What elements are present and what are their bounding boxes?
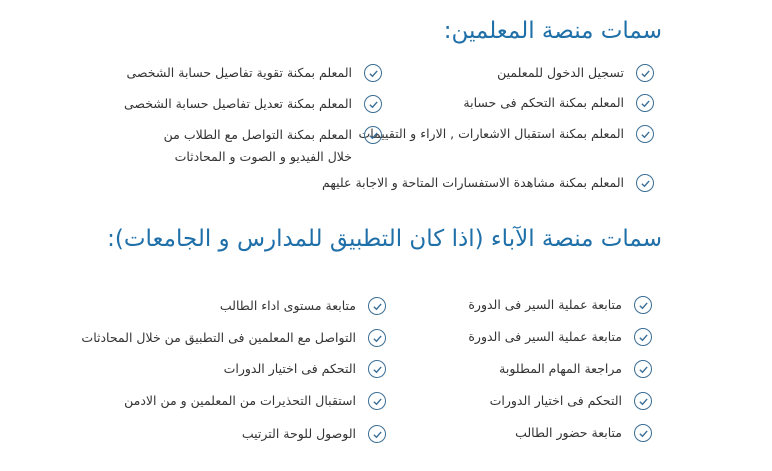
list-item-label: استقبال التحذيرات من المعلمين و من الادمن [124, 393, 356, 408]
check-circle-icon [634, 392, 652, 410]
list-item-label: المعلم بمكنة تعديل تفاصيل حسابة الشخصى [123, 96, 352, 111]
list-item [127, 62, 382, 84]
check-circle-icon [634, 328, 652, 346]
list-item-label: المعلم بمكنة استقبال الاشعارات , الاراء و التقييمات [358, 126, 624, 141]
list-item [468, 294, 652, 316]
check-circle-icon [368, 360, 386, 378]
check-circle-icon [364, 64, 382, 82]
list-item [242, 423, 386, 445]
check-circle-icon [634, 424, 652, 442]
list-item-line: خلال الفيديو و الصوت و المحادثات [174, 149, 352, 164]
list-item-label: تسجيل الدخول للمعلمين [497, 65, 624, 80]
list-item [499, 358, 652, 380]
list-item-label: المعلم بمكنة تقوية تفاصيل حسابة الشخصى [126, 65, 352, 80]
list-item-label: التحكم فى اختيار الدورات [489, 393, 622, 408]
list-item-label: متابعة عملية السير فى الدورة [468, 329, 622, 344]
list-item [224, 358, 386, 380]
parents-section-title: سمات منصة الآباء (اذا كان التطبيق للمدارس و الجامعات): [107, 226, 662, 252]
teachers-section-title: سمات منصة المعلمين: [443, 18, 662, 44]
list-item [220, 295, 386, 317]
list-item [164, 124, 382, 168]
check-circle-icon [368, 297, 386, 315]
list-item-label: متابعة مستوى اداء الطالب [219, 298, 356, 313]
list-item-label [164, 124, 352, 168]
check-circle-icon [634, 360, 652, 378]
check-circle-icon [364, 95, 382, 113]
check-circle-icon [634, 296, 652, 314]
list-item [81, 327, 386, 349]
list-item [490, 390, 652, 412]
list-item [515, 422, 652, 444]
check-circle-icon [368, 425, 386, 443]
check-circle-icon [368, 392, 386, 410]
list-item-line: المعلم بمكنة التواصل مع الطلاب من [163, 127, 352, 142]
check-circle-icon [636, 64, 654, 82]
list-item [124, 390, 386, 412]
list-item [497, 62, 654, 84]
list-item-label: المعلم بمكنة مشاهدة الاستفسارات المتاحة و الاجابة عليهم [322, 175, 624, 190]
check-circle-icon [636, 94, 654, 112]
list-item [322, 172, 654, 194]
list-item [358, 123, 654, 145]
list-item-label: التواصل مع المعلمين فى التطبيق من خلال المحادثات [81, 330, 356, 345]
list-item-label: الوصول للوحة الترتيب [241, 426, 356, 441]
list-item-label: مراجعة المهام المطلوبة [499, 361, 622, 376]
check-circle-icon [368, 329, 386, 347]
list-item-label: متابعة حضور الطالب [515, 425, 622, 440]
list-item [468, 326, 652, 348]
list-item-label: المعلم بمكنة التحكم فى حسابة [463, 95, 624, 110]
list-item-label: التحكم فى اختيار الدورات [223, 361, 356, 376]
list-item [463, 92, 654, 114]
list-item [124, 93, 382, 115]
list-item-label: متابعة عملية السير فى الدورة [468, 297, 622, 312]
check-circle-icon [636, 125, 654, 143]
check-circle-icon [636, 174, 654, 192]
check-circle-icon [364, 126, 382, 144]
